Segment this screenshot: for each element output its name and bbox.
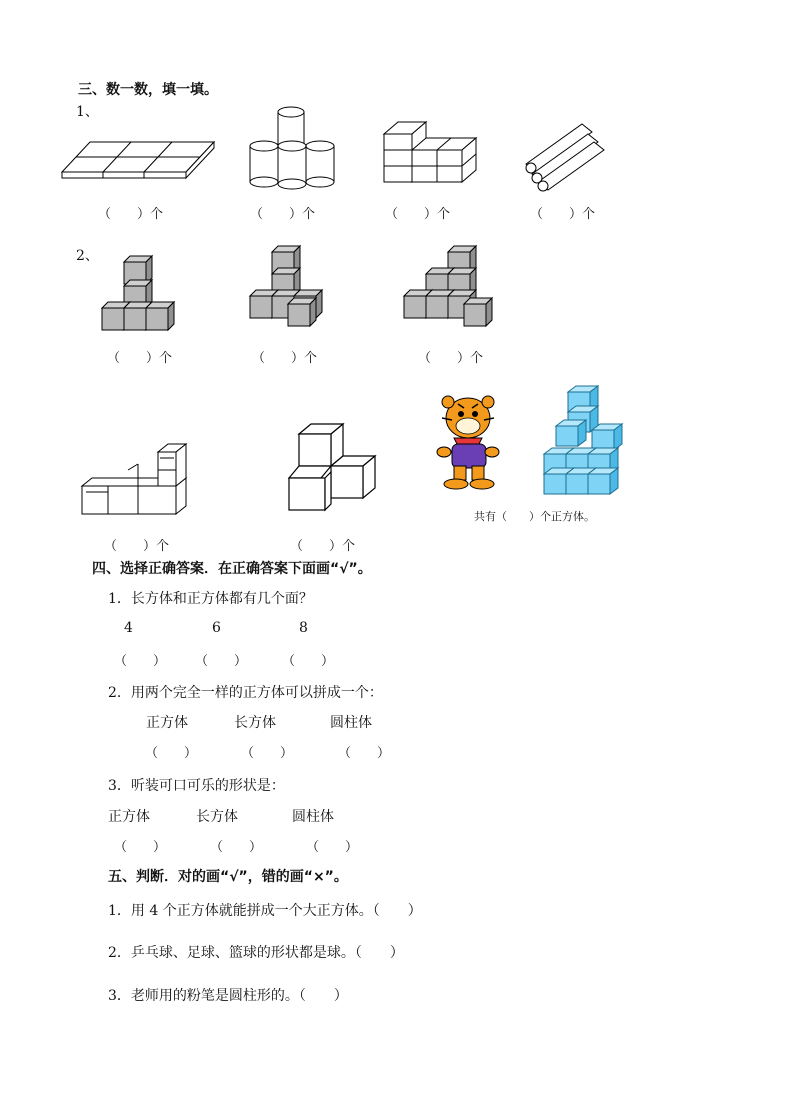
gray-cubes-figure-3 (402, 244, 504, 330)
q2-blank-3[interactable]: （ ）个 (418, 351, 484, 366)
gray-cubes-figure-2 (248, 244, 330, 330)
q1-blank-3[interactable]: （ ）个 (385, 207, 451, 222)
q2-label: 2、 (76, 248, 99, 264)
s4-q1-blank-1[interactable]: （ ） (114, 654, 167, 669)
s4-q1-blank-2[interactable]: （ ） (195, 654, 248, 669)
three-cubes-figure (285, 420, 381, 516)
s4-q1-blank-3[interactable]: （ ） (282, 654, 335, 669)
stacked-cylinders-figure (248, 106, 340, 188)
gray-cubes-figure-1 (100, 254, 182, 332)
outline-blocks-figure (78, 440, 198, 522)
q3-blank-1[interactable]: （ ）个 (104, 539, 170, 554)
cube-stack-figure (382, 118, 480, 188)
s4-q2-option-2: 长方体 (234, 715, 276, 731)
s4-q2-blank-3[interactable]: （ ） (338, 746, 391, 761)
s4-q1-option-1: 4 (124, 620, 133, 636)
blue-cubes-figure (540, 384, 630, 496)
s4-q3-blank-1[interactable]: （ ） (114, 840, 167, 855)
s4-q3-blank-3[interactable]: （ ） (306, 840, 359, 855)
section4-title: 四、选择正确答案．在正确答案下面画“√”。 (92, 561, 372, 577)
s4-q3-option-2: 长方体 (196, 809, 238, 825)
s5-item-3[interactable]: 3．老师用的粉笔是圆柱形的。（ ） (108, 988, 348, 1004)
s4-q2-blank-1[interactable]: （ ） (145, 746, 198, 761)
s4-q1-text: 1．长方体和正方体都有几个面？ (108, 591, 313, 607)
s4-q3-option-3: 圆柱体 (292, 809, 334, 825)
s4-q2-option-1: 正方体 (146, 715, 188, 731)
q3-blank-2[interactable]: （ ）个 (290, 539, 356, 554)
s4-q2-text: 2．用两个完全一样的正方体可以拼成一个： (108, 685, 383, 701)
q1-blank-1[interactable]: （ ）个 (98, 207, 164, 222)
q1-label: 1、 (76, 104, 99, 120)
s5-item-2[interactable]: 2．乒乓球、足球、篮球的形状都是球。（ ） (108, 945, 404, 961)
q2-blank-1[interactable]: （ ）个 (107, 351, 173, 366)
tiger-mascot-icon (434, 390, 504, 492)
section5-title: 五、判断．对的画“√”，错的画“×”。 (108, 869, 348, 885)
flat-rectangles-figure (60, 140, 220, 182)
q1-blank-2[interactable]: （ ）个 (250, 207, 316, 222)
q2-blank-2[interactable]: （ ）个 (252, 351, 318, 366)
s4-q2-option-3: 圆柱体 (330, 715, 372, 731)
s4-q2-blank-2[interactable]: （ ） (241, 746, 294, 761)
rods-figure (520, 118, 610, 192)
s4-q3-text: 3．听装可口可乐的形状是： (108, 778, 285, 794)
cube-count-caption: 共有（ ）个正方体。 (474, 510, 595, 523)
s4-q3-option-1: 正方体 (108, 809, 150, 825)
q1-blank-4[interactable]: （ ）个 (530, 207, 596, 222)
s5-item-1[interactable]: 1．用 4 个正方体就能拼成一个大正方体。（ ） (108, 903, 422, 919)
section3-title: 三、数一数，填一填。 (78, 82, 218, 98)
s4-q1-option-2: 6 (212, 620, 221, 636)
s4-q3-blank-2[interactable]: （ ） (210, 840, 263, 855)
s4-q1-option-3: 8 (299, 620, 308, 636)
